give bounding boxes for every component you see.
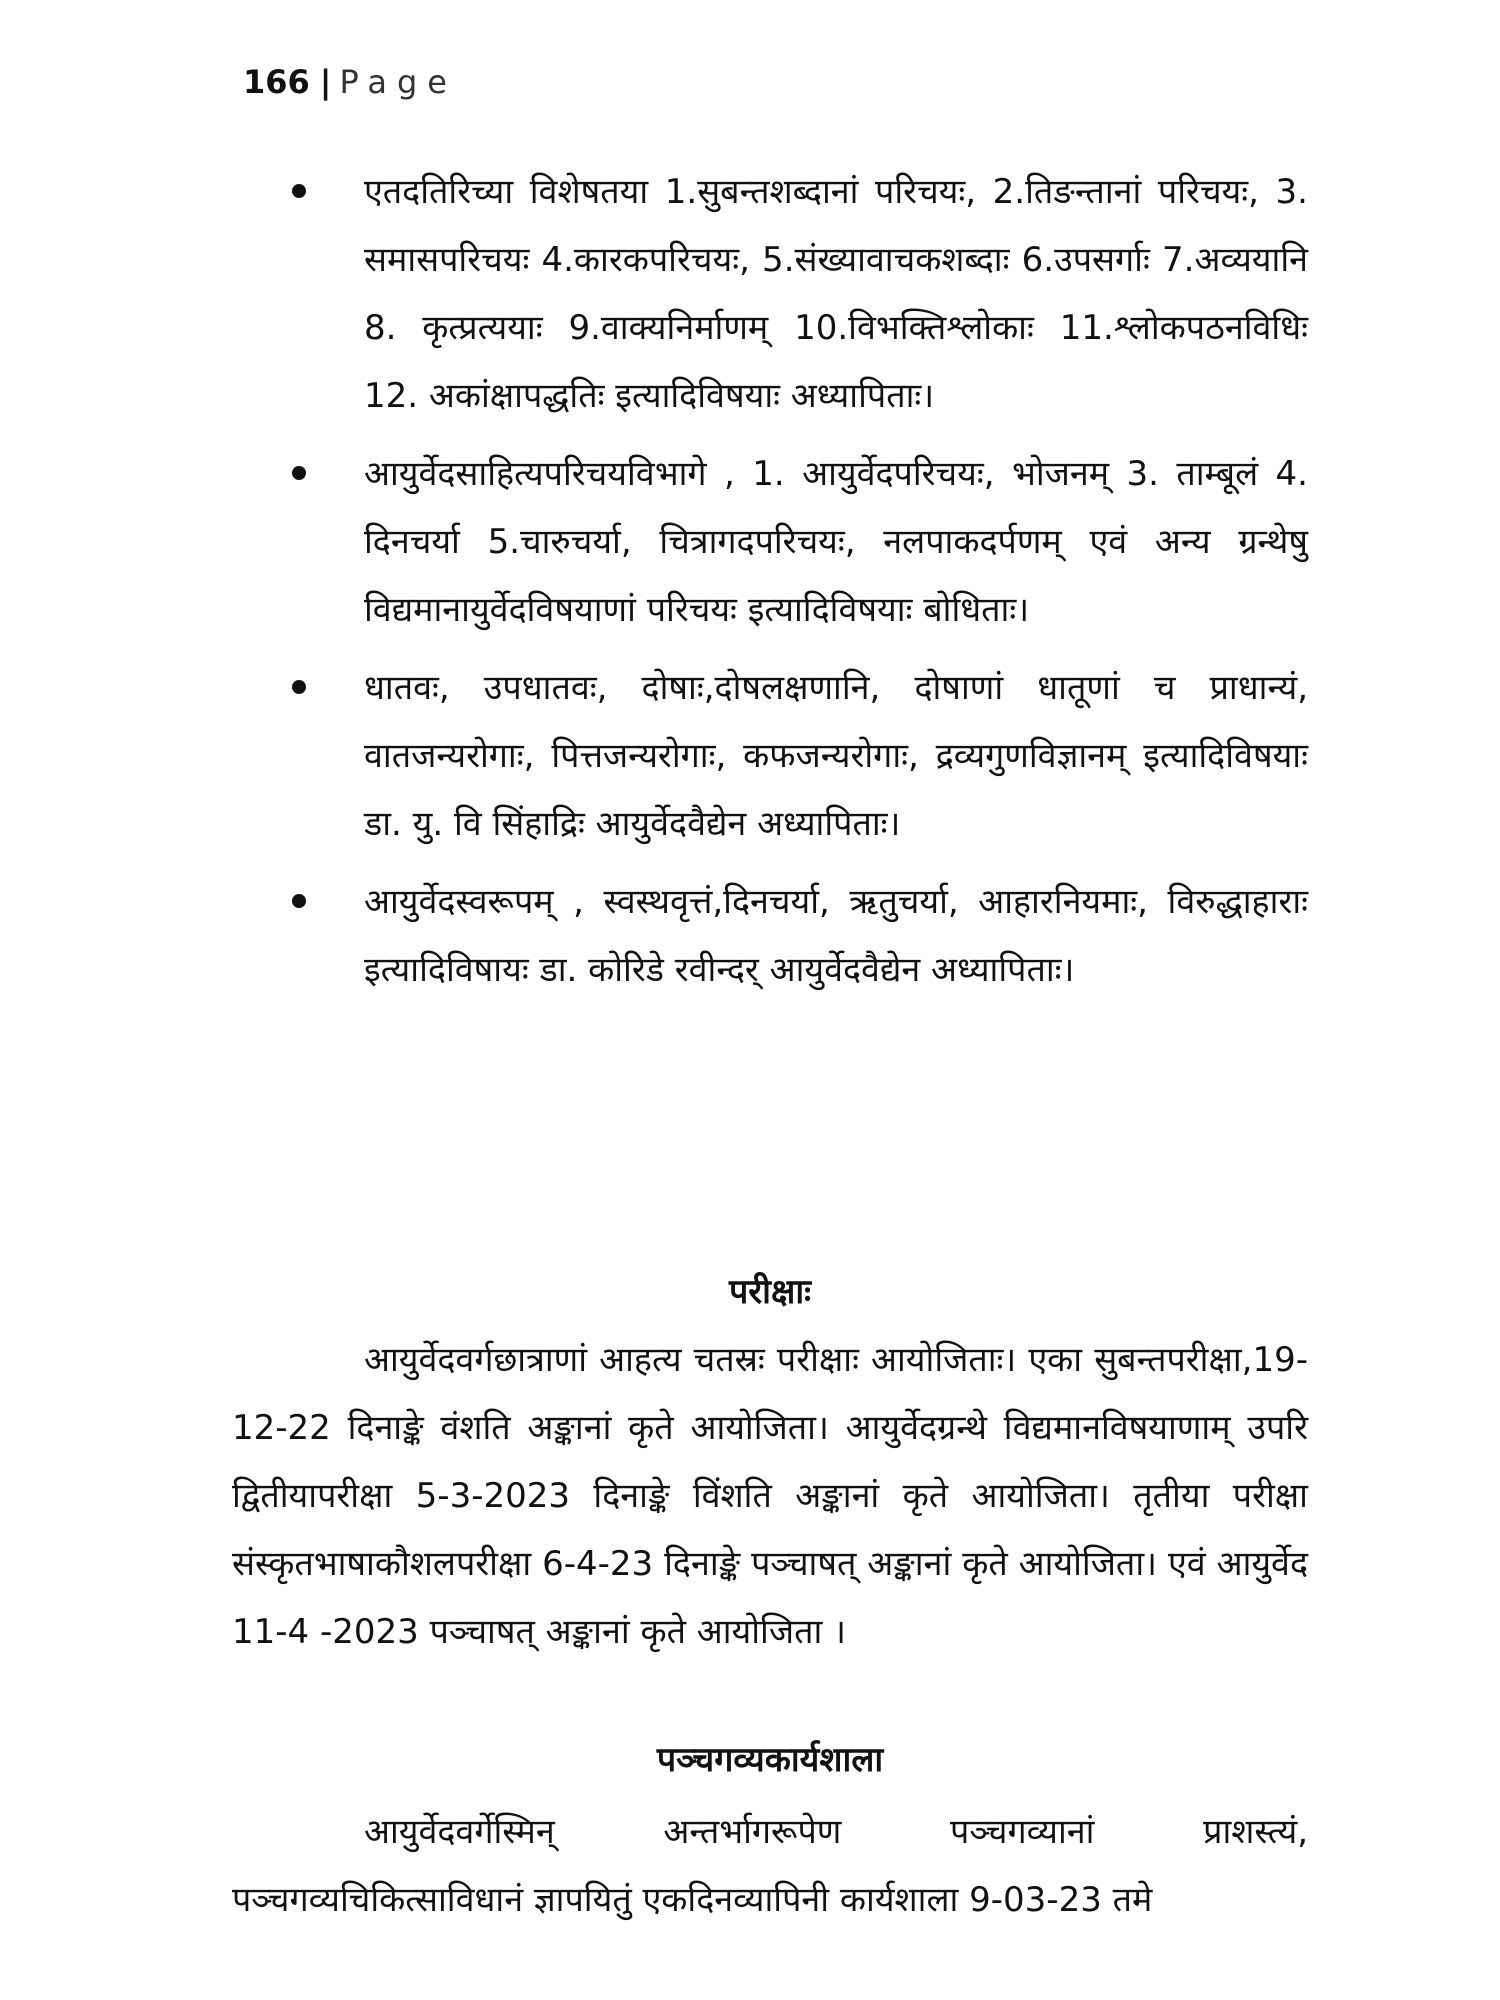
page-separator: | [319,63,332,101]
exam-heading: परीक्षाः [728,1272,812,1312]
bullet-text: धातवः, उपधातवः, दोषाः,दोषलक्षणानि, दोषाणां धातूणां च प्राधान्यं, वातजन्यरोगाः, पित्तजन्यरोगाः, कफजन्यरोगाः, द्रव्यगुणविज्ञानम् इत्यादिविषयाः डा. यु. वि सिंहाद्रिः आयुर्वेदवैद्येन अध्यापिताः। [364,668,1308,844]
bullet-text: एतदतिरिच्या विशेषतया 1.सुबन्तशब्दानां परिचयः, 2.तिङन्तानां परिचयः, 3. समासपरिचयः 4.कारकपरिचयः, 5.संख्यावाचकशब्दाः 6.उपसर्गाः 7.अव्ययानि 8. कृत्प्रत्ययाः 9.वाक्यनिर्माणम् 10.विभक्तिश्लोकाः 11.श्लोकपठनविधिः 12. अकांक्षापद्धतिः इत्यादिविषयाः अध्यापिताः। [364,172,1308,416]
bullet-item [292,868,1308,1004]
bullet-item [292,158,1308,430]
page-number: 166 [243,63,310,101]
page-word: Page [339,63,457,101]
bullet-dot-icon [292,680,306,694]
exam-paragraph: आयुर्वेदवर्गछात्राणां आहत्य चतस्रः परीक्षाः आयोजिताः। एका सुबन्तपरीक्षा,19-12-22 दिनाङ्के वंशति अङ्कानां कृते आयोजिता। आयुर्वेदग्रन्थे विद्यमानविषयाणाम् उपरि द्वितीयापरीक्षा 5-3-2023 दिनाङ्के विंशति अङ्कानां कृते आयोजिता। तृतीया परीक्षा संस्कृतभाषाकौशलपरीक्षा 6-4-23 दिनाङ्के पञ्चाषत् अङ्कानां कृते आयोजिता। एवं आयुर्वेद 11-4 -2023 पञ्चाषत् अङ्कानां कृते आयोजिता । [232,1340,1308,1652]
bullet-item [292,440,1308,644]
workshop-heading: पञ्चगव्यकार्यशाला [656,1740,884,1780]
bullet-dot-icon [292,184,306,198]
page-header [243,58,457,106]
bullet-dot-icon [292,466,306,480]
bullet-dot-icon [292,894,306,908]
topic-bullet-list [292,158,1308,1014]
bullet-item [292,654,1308,858]
bullet-text: आयुर्वेदस्वरूपम् , स्वस्थवृत्तं,दिनचर्या, ऋतुचर्या, आहारनियमाः, विरुद्धाहाराः इत्यादिविषायः डा. कोरिडे रवीन्दर् आयुर्वेदवैद्येन अध्यापिताः। [364,882,1308,990]
workshop-paragraph: आयुर्वेदवर्गेस्मिन् अन्तर्भागरूपेण पञ्चगव्यानां प्राशस्त्यं, पञ्चगव्यचिकित्साविधानं ज्ञापयितुं एकदिनव्यापिनी कार्यशाला 9-03-23 तमे [232,1812,1308,1920]
bullet-text: आयुर्वेदसाहित्यपरिचयविभागे , 1. आयुर्वेदपरिचयः, भोजनम् 3. ताम्बूलं 4. दिनचर्या 5.चारुचर्या, चित्रागदपरिचयः, नलपाकदर्पणम् एवं अन्य ग्रन्थेषु विद्यमानायुर्वेदविषयाणां परिचयः इत्यादिविषयाः बोधिताः। [364,454,1308,630]
